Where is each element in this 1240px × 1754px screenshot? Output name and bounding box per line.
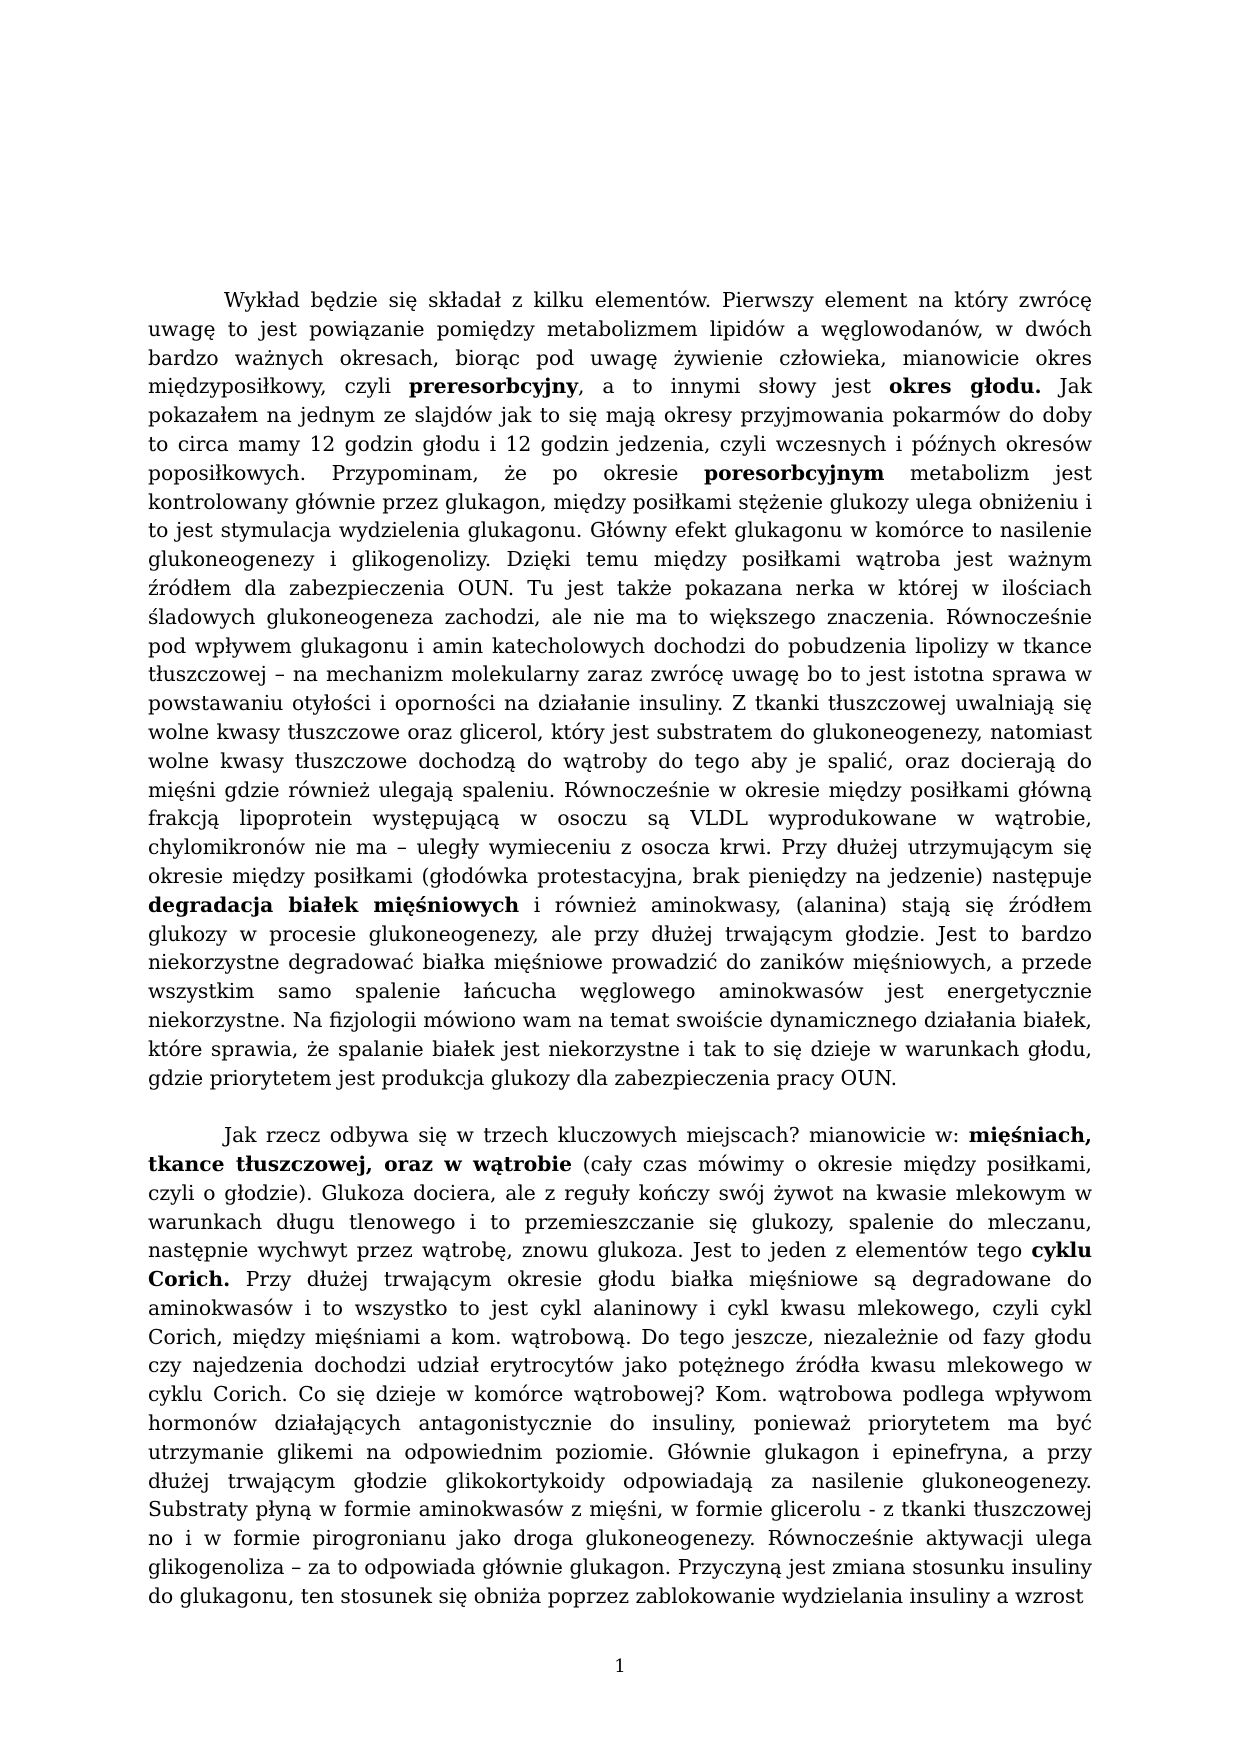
bold-text-run: mięśniach, tkance tłuszczowej, oraz w wątrobie: [148, 1123, 1092, 1176]
document-body: [148, 286, 1092, 1611]
paragraph: [148, 1121, 1092, 1611]
text-run: metabolizm jest kontrolowany głównie przez glukagon, między posiłkami stężenie glukozy ulega obniżeniu i to jest stymulacja wydzielenia glukagonu. Główny efekt glukagonu w komórce to nasilenie glukoneogenezy i glikogenolizy. Dzięki temu między posiłkami wątroba jest ważnym źródłem dla zabezpieczenia OUN. Tu jest także pokazana nerka w której w ilościach śladowych glukoneogeneza zachodzi, ale nie ma to większego znaczenia. Równocześnie pod wpływem glukagonu i amin katecholowych dochodzi do pobudzenia lipolizy w tkance tłuszczowej – na mechanizm molekularny zaraz zwrócę uwagę bo to jest istotna sprawa w powstawaniu otyłości i oporności na działanie insuliny. Z tkanki tłuszczowej uwalniają się wolne kwasy tłuszczowe oraz glicerol, który jest substratem do glukoneogenezy, natomiast wolne kwasy tłuszczowe dochodzą do wątroby do tego aby je spalić, oraz docierają do mięśni gdzie również ulegają spaleniu. Równocześnie w okresie między posiłkami główną frakcją lipoprotein występującą w osoczu są VLDL wyprodukowane w wątrobie, chylomikronów nie ma – uległy wymieceniu z osocza krwi. Przy dłużej utrzymującym się okresie między posiłkami (głodówka protestacyjna, brak pieniędzy na jedzenie) następuje: [148, 460, 1092, 888]
text-run: Przy dłużej trwającym okresie głodu białka mięśniowe są degradowane do aminokwasów i to wszystko to jest cykl alaninowy i cykl kwasu mlekowego, czyli cykl Corich, między mięśniami a kom. wątrobową. Do tego jeszcze, niezależnie od fazy głodu czy najedzenia dochodzi udział erytrocytów jako potężnego źródła kwasu mlekowego w cyklu Corich. Co się dzieje w komórce wątrobowej? Kom. wątrobowa podlega wpływom hormonów działających antagonistycznie do insuliny, ponieważ priorytetem ma być utrzymanie glikemi na odpowiednim poziomie. Głównie glukagon i epinefryna, a przy dłużej trwającym głodzie glikokortykoidy odpowiadają za nasilenie glukoneogenezy. Substraty płyną w formie aminokwasów z mięśni, w formie glicerolu - z tkanki tłuszczowej no i w formie pirogronianu jako droga glukoneogenezy. Równocześnie aktywacji ulega glikogenoliza – za to odpowiada głównie glukagon. Przyczyną jest zmiana stosunku insuliny do glukagonu, ten stosunek się obniża poprzez zablokowanie wydzielania insuliny a wzrost: [148, 1267, 1092, 1608]
bold-text-run: cyklu Corich.: [148, 1238, 1092, 1292]
bold-text-run: poresorbcyjnym: [703, 460, 885, 485]
bold-text-run: okres głodu.: [888, 374, 1042, 399]
text-run: Jak rzecz odbywa się w trzech kluczowych miejscach? mianowicie w:: [224, 1123, 969, 1148]
text-run: (cały czas mówimy o okresie między posiłkami, czyli o głodzie). Glukoza dociera, ale z reguły kończy swój żywot na kwasie mlekowym w warunkach długu tlenowego i to przemieszczanie się glukozy, spalenie do mleczanu, następnie wychwyt przez wątrobę, znowu glukoza. Jest to jeden z elementów tego: [148, 1151, 1092, 1263]
bold-text-run: degradacja białek mięśniowych: [148, 892, 520, 917]
page-number: 1: [614, 1656, 626, 1677]
text-run: i również aminokwasy, (alanina) stają się źródłem glukozy w procesie glukoneogenezy, ale przy dłużej trwającym głodzie. Jest to bardzo niekorzystne degradować białka mięśniowe prowadzić do zaników mięśniowych, a przede wszystkim samo spalenie łańcucha węglowego aminokwasów jest energetycznie niekorzystne. Na fizjologii mówiono wam na temat swoiście dynamicznego działania białek, które sprawia, że spalanie białek jest niekorzystne i tak to się dzieje w warunkach głodu, gdzie priorytetem jest produkcja glukozy dla zabezpieczenia pracy OUN.: [148, 892, 1092, 1090]
text-run: , a to innymi słowy jest: [578, 374, 889, 399]
bold-text-run: preresorbcyjny: [408, 374, 579, 399]
text-run: Jak pokazałem na jednym ze slajdów jak to się mają okresy przyjmowania pokarmów do doby to circa mamy 12 godzin głodu i 12 godzin jedzenia, czyli wczesnych i późnych okresów poposiłkowych. Przypominam, że po okresie: [148, 374, 1093, 485]
paragraph: [148, 286, 1092, 1092]
text-run: Wykład będzie się składał z kilku elementów. Pierwszy element na który zwrócę uwagę to jest powiązanie pomiędzy metabolizmem lipidów a węglowodanów, w dwóch bardzo ważnych okresach, biorąc pod uwagę żywienie człowieka, mianowicie okres międzyposiłkowy, czyli: [148, 288, 1092, 399]
